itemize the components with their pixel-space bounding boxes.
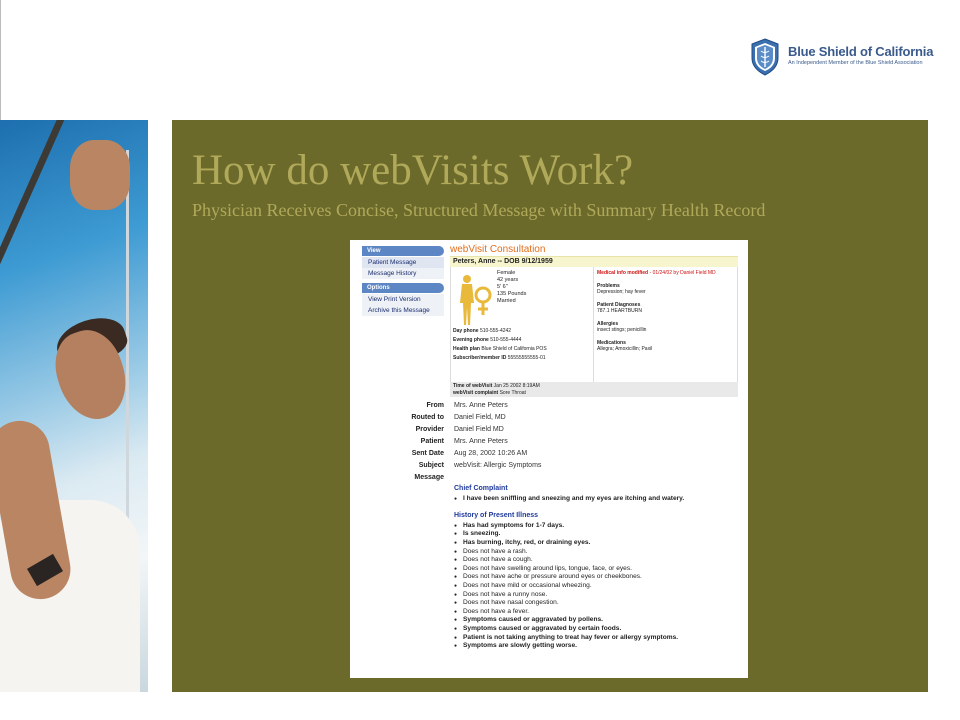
nav-item-message-history[interactable]: Message History	[362, 268, 444, 279]
sailor-photo	[0, 120, 148, 692]
list-item: ● Is sneezing.	[454, 530, 740, 539]
list-item: ● Does not have nasal congestion.	[454, 599, 740, 608]
brand-name: Blue Shield of California	[788, 44, 934, 59]
blue-shield-logo	[748, 38, 938, 78]
slide-title: How do webVisits Work?	[192, 147, 634, 194]
hpi-list	[454, 522, 740, 651]
list-item: ● Does not have ache or pressure around eyes or cheekbones.	[454, 573, 740, 582]
list-item: ● Has had symptoms for 1-7 days.	[454, 522, 740, 531]
list-item: ● Symptoms are slowly getting worse.	[454, 642, 740, 651]
patient-contact: Day phone 510-555-4242 Evening phone 510-555-4444 Health plan Blue Shield of California POS Subscriber/member ID 55555555555-01	[453, 328, 547, 361]
chief-complaint-heading: Chief Complaint	[454, 485, 508, 492]
nav-header-view: View	[362, 246, 444, 256]
slide-subtitle: Physician Receives Concise, Structured Message with Summary Health Record	[192, 200, 766, 220]
list-item: ● Does not have swelling around lips, tongue, face, or eyes.	[454, 565, 740, 574]
consultation-card	[450, 244, 738, 397]
patient-line: Peters, Anne -- DOB 9/12/1959	[450, 256, 738, 267]
patient-bio: Female 42 years 5' 6" 135 Pounds Married	[497, 270, 527, 304]
side-nav	[362, 246, 444, 316]
brand-tagline: An Independent Member of the Blue Shield Association	[788, 60, 923, 66]
female-figure-icon	[457, 273, 493, 329]
nav-item-view-print-version[interactable]: View Print Version	[362, 294, 444, 305]
nav-item-patient-message[interactable]: Patient Message	[362, 257, 444, 268]
list-item: ● Does not have a runny nose.	[454, 591, 740, 600]
medical-info: Medical info modified - 01/24/02 by Daniel Field MD Problems Depression; hay fever Patient Diagnoses 787.1 HEARTBURN Allergies insect stings; penicillin Medications Allegra; Amoxicillin; Paxil	[597, 270, 716, 352]
edge-rule	[0, 0, 1, 120]
list-item: ● Patient is not taking anything to treat hay fever or allergy symptoms.	[454, 634, 740, 643]
consultation-title: webVisit Consultation	[450, 244, 546, 255]
list-item: ● Does not have mild or occasional wheezing.	[454, 582, 740, 591]
column-divider	[593, 267, 594, 382]
list-item: ● I have been sniffling and sneezing and my eyes are itching and watery.	[454, 495, 740, 504]
nav-item-archive-message[interactable]: Archive this Message	[362, 305, 444, 316]
list-item: ● Does not have a cough.	[454, 556, 740, 565]
message-body	[454, 485, 740, 651]
list-item: ● Does not have a rash.	[454, 548, 740, 557]
list-item: ● Does not have a fever.	[454, 608, 740, 617]
list-item: ● Symptoms caused or aggravated by pollens.	[454, 616, 740, 625]
chief-complaint-list	[454, 495, 740, 504]
list-item: ● Has burning, itchy, red, or draining eyes.	[454, 539, 740, 548]
hpi-heading: History of Present Illness	[454, 512, 539, 520]
list-item: ● Symptoms caused or aggravated by certain foods.	[454, 625, 740, 634]
webvisit-screenshot: View Patient Message Message History Options View Print Version Archive this Message webVisit Consultation Peters, Anne -- DOB 9/12/1959 Female 42 years 5' 6" 135 Pounds Married Day phone 510-555-4242 Evening phone 510-555-4444 Health plan Blue Shield of California POS Subscriber/member ID 55555555555-01 Medical info modified - 01/24/02 by Daniel Field MD Problems Depression; hay fever Patient Diagnoses 787.1 HEARTBURN Allergies insect stings; penicillin Medications Allegra; Amoxicillin; Paxil Time of webVisit Jan 25 2002 8:19AM webVisit complaint Sore Throat From Mrs. Anne Peters Routed to Daniel Field, MD Provider Daniel Field MD Patient Mrs. Anne Peters Sent Date Aug 28, 2002 10:26 AM Subject webVisit: Allergic Symptoms Message Chief Complaint ● I have been sniffling and sneezing and my eyes are itching and watery. History of Present Illness ● Has had symptoms for 1-7 days. ● Is sneezing. ● Has burning, itchy, red, or draining eyes. ● Does not have a rash. ● Does not have a cough. ● Does not have swelling around lips, tongue, face, or eyes. ● Does not have ache or pressure around eyes or cheekbones. ● Does not have mild or occasional wheezing. ● Does not have a runny nose. ● Does not have nasal congestion. ● Does not have a fever. ● Symptoms caused or aggravated by pollens. ● Symptoms caused or aggravated by certain foods. ● Patient is not taking anything to treat hay fever or allergy symptoms. ● Symptoms are slowly getting worse.	[350, 240, 748, 678]
content-panel	[172, 120, 928, 692]
shield-caduceus-icon	[750, 38, 780, 76]
nav-header-options: Options	[362, 283, 444, 293]
webvisit-meta: Time of webVisit Jan 25 2002 8:19AM webVisit complaint Sore Throat	[450, 382, 738, 397]
consultation-body	[450, 267, 738, 382]
